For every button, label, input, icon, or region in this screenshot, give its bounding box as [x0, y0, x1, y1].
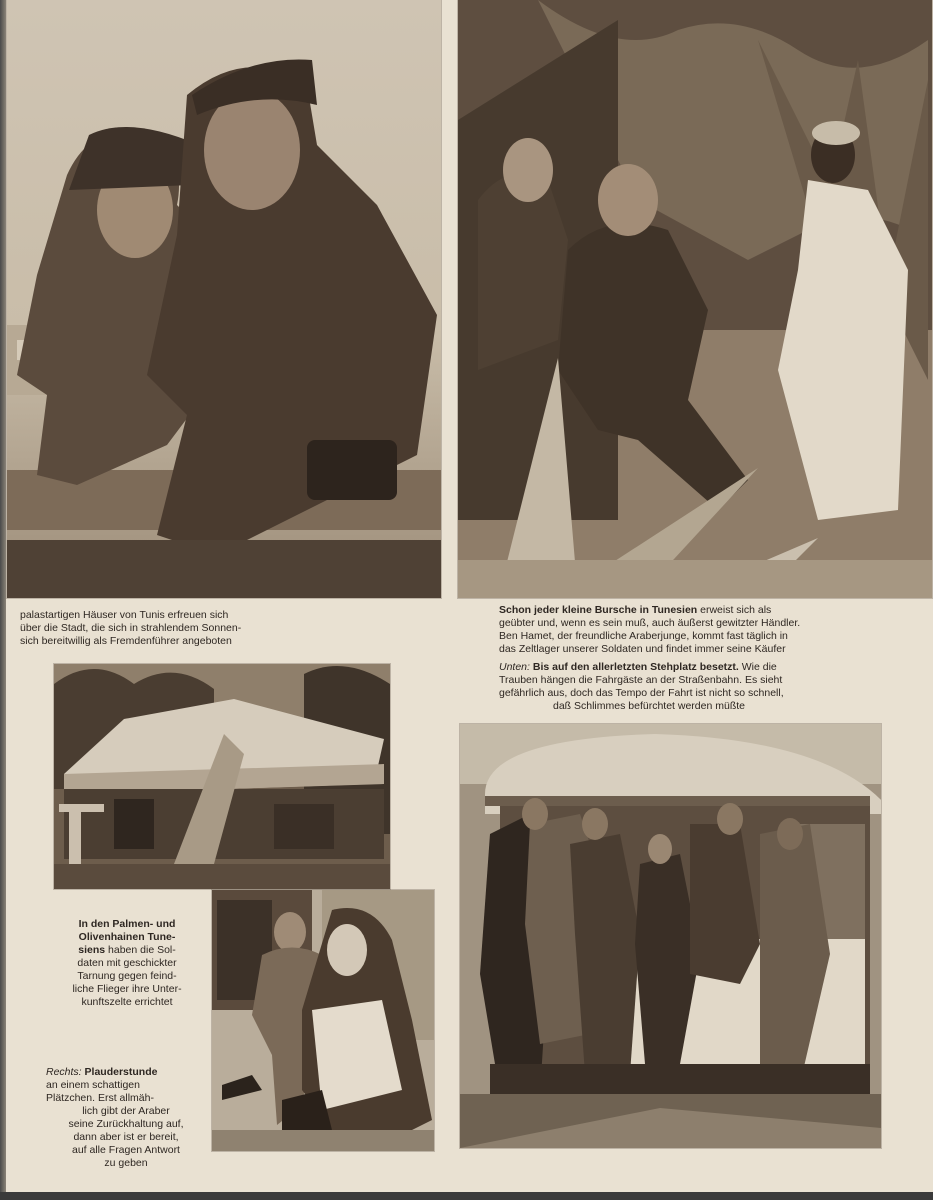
- caption-lead: Bis auf den allerletzten Stehplatz besetzt.: [532, 661, 739, 673]
- caption-line: an einem schattigen: [46, 1079, 140, 1091]
- caption-line: Plätzchen. Erst allmäh-: [46, 1092, 154, 1104]
- caption-line: lich gibt der Araber: [82, 1105, 170, 1117]
- photo-chat-with-arab-elder: [212, 890, 434, 1151]
- caption-lead: Plauderstunde: [84, 1066, 158, 1078]
- caption-tent-camp: [44, 918, 210, 1009]
- caption-lead: Olivenhainen Tune-: [78, 931, 176, 943]
- caption-line: [46, 1066, 206, 1079]
- page-bottom-edge: [0, 1192, 933, 1200]
- photo-soldiers-overlooking-tunis: [7, 0, 441, 598]
- photo-boy-trading-with-soldiers: [458, 0, 932, 598]
- caption-line: Trauben hängen die Fahrgäste an der Straßenbahn. Es sieht: [499, 674, 783, 686]
- photo-camouflaged-tent-camp: [54, 664, 390, 889]
- caption-line: das Zeltlager unserer Soldaten und findet immer seine Käufer: [499, 643, 786, 655]
- caption-label: Rechts:: [46, 1066, 82, 1078]
- caption-lead: In den Palmen- und: [78, 918, 176, 930]
- caption-line: [44, 931, 210, 944]
- caption-line: [44, 918, 210, 931]
- caption-line: geübter und, wenn es sein muß, auch äußerst gewitzter Händler.: [499, 617, 801, 629]
- caption-line: liche Flieger ihre Unter-: [72, 983, 182, 995]
- caption-line: über die Stadt, die sich in strahlendem Sonnen-: [20, 622, 242, 634]
- caption-lead: Schon jeder kleine Bursche in Tunesien: [499, 604, 698, 616]
- caption-line: zu geben: [104, 1157, 148, 1169]
- caption-line: dann aber ist er bereit,: [73, 1131, 179, 1143]
- caption-text: haben die Sol-: [105, 944, 176, 956]
- caption-line: gefährlich aus, doch das Tempo der Fahrt ist nicht so schnell,: [499, 687, 784, 699]
- caption-line: [44, 944, 210, 957]
- caption-boy-trader: [499, 604, 859, 656]
- caption-lead: siens: [78, 944, 106, 956]
- caption-line: sich bereitwillig als Fremdenführer angeboten: [20, 635, 232, 647]
- caption-line: seine Zurückhaltung auf,: [68, 1118, 184, 1130]
- page-binding-edge: [0, 0, 6, 1200]
- caption-line: auf alle Fragen Antwort: [72, 1144, 180, 1156]
- caption-label: Unten:: [499, 661, 530, 673]
- caption-line: Tarnung gegen feind-: [77, 970, 177, 982]
- caption-text: erweist sich als: [697, 604, 772, 616]
- caption-tunis-houses: [20, 609, 430, 648]
- caption-line: [499, 661, 859, 674]
- caption-line: palastartigen Häuser von Tunis erfreuen sich: [20, 609, 229, 621]
- caption-tram: [499, 661, 859, 713]
- caption-line: kunftszelte errichtet: [81, 996, 173, 1008]
- caption-text: Wie die: [738, 661, 777, 673]
- caption-line: Ben Hamet, der freundliche Araberjunge, kommt fast täglich in: [499, 630, 788, 642]
- caption-chat: [46, 1066, 206, 1170]
- caption-line: daß Schlimmes befürchtet werden müßte: [553, 700, 745, 712]
- caption-line: [499, 604, 859, 617]
- photo-crowded-tram: [460, 724, 881, 1148]
- caption-line: daten mit geschickter: [77, 957, 177, 969]
